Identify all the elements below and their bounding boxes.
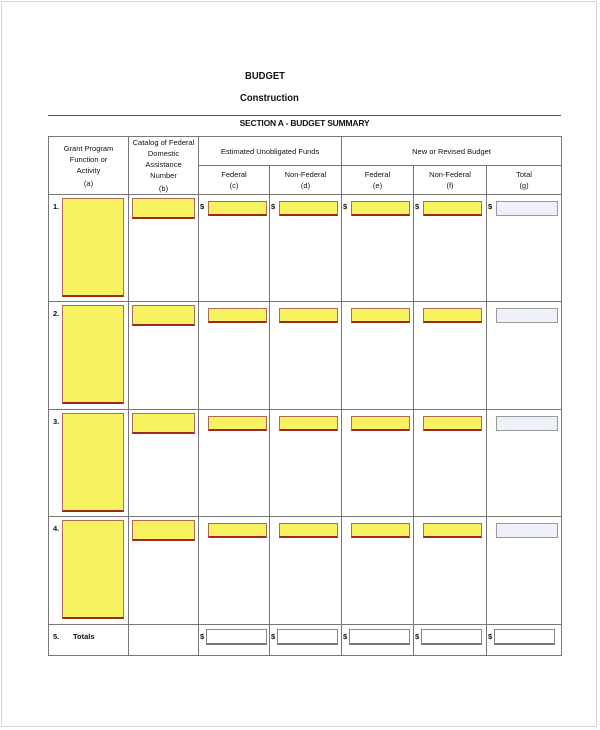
currency-symbol: $	[488, 632, 493, 641]
header-nonfederal-d: Non-Federal (d)	[270, 166, 342, 195]
table-row	[49, 410, 562, 517]
estimated-federal-field[interactable]	[208, 416, 267, 431]
currency-symbol: $	[343, 632, 348, 641]
estimated-federal-field[interactable]	[208, 523, 267, 538]
table-row	[49, 195, 562, 302]
total-estimated-federal-field[interactable]	[206, 629, 267, 645]
grant-program-field[interactable]	[62, 413, 124, 512]
currency-symbol: $	[271, 202, 276, 211]
section-title: SECTION A - BUDGET SUMMARY	[239, 118, 370, 128]
currency-symbol: $	[200, 632, 205, 641]
estimated-nonfederal-field[interactable]	[279, 523, 338, 538]
new-nonfederal-field[interactable]	[423, 416, 482, 431]
grant-program-field[interactable]	[62, 198, 124, 297]
estimated-nonfederal-field[interactable]	[279, 308, 338, 323]
total-new-nonfederal-field[interactable]	[421, 629, 482, 645]
row-number: 5.	[53, 632, 60, 641]
catalog-number-field[interactable]	[132, 520, 195, 541]
total-estimated-nonfederal-field[interactable]	[277, 629, 338, 645]
new-federal-field[interactable]	[351, 308, 410, 323]
estimated-federal-field[interactable]	[208, 201, 267, 216]
header-total-g: Total (g)	[487, 166, 562, 195]
new-federal-field[interactable]	[351, 523, 410, 538]
currency-symbol: $	[200, 202, 205, 211]
header-new-revised-budget: New or Revised Budget	[342, 137, 562, 166]
table-row	[49, 302, 562, 410]
estimated-federal-field[interactable]	[208, 308, 267, 323]
header-catalog-number: Catalog of Federal Domestic Assistance Number (b)	[129, 137, 199, 195]
catalog-number-field[interactable]	[132, 198, 195, 219]
estimated-nonfederal-field[interactable]	[279, 201, 338, 216]
total-field[interactable]	[496, 201, 558, 216]
currency-symbol: $	[271, 632, 276, 641]
header-federal-c: Federal (c)	[199, 166, 270, 195]
new-nonfederal-field[interactable]	[423, 523, 482, 538]
header-grant-program: Grant Program Function or Activity (a)	[49, 137, 129, 195]
header-federal-e: Federal (e)	[342, 166, 414, 195]
budget-summary-table	[48, 136, 562, 656]
header-nonfederal-f: Non-Federal (f)	[414, 166, 487, 195]
totals-label: Totals	[73, 632, 95, 641]
total-new-federal-field[interactable]	[349, 629, 410, 645]
currency-symbol: $	[343, 202, 348, 211]
document-title: BUDGET	[245, 70, 285, 82]
document-subtitle: Construction	[240, 92, 299, 104]
total-field[interactable]	[496, 308, 558, 323]
total-field[interactable]	[496, 523, 558, 538]
row-number: 1.	[53, 202, 60, 211]
catalog-number-field[interactable]	[132, 305, 195, 326]
new-nonfederal-field[interactable]	[423, 201, 482, 216]
estimated-nonfederal-field[interactable]	[279, 416, 338, 431]
catalog-number-field[interactable]	[132, 413, 195, 434]
new-federal-field[interactable]	[351, 201, 410, 216]
new-federal-field[interactable]	[351, 416, 410, 431]
grant-program-field[interactable]	[62, 305, 124, 404]
row-number: 2.	[53, 309, 60, 318]
total-field[interactable]	[496, 416, 558, 431]
grand-total-field[interactable]	[494, 629, 555, 645]
new-nonfederal-field[interactable]	[423, 308, 482, 323]
row-number: 4.	[53, 524, 60, 533]
totals-row	[49, 625, 562, 656]
table-row	[49, 517, 562, 625]
row-number: 3.	[53, 417, 60, 426]
currency-symbol: $	[415, 202, 420, 211]
section-divider	[48, 115, 561, 116]
currency-symbol: $	[488, 202, 493, 211]
grant-program-field[interactable]	[62, 520, 124, 619]
header-estimated-unobligated-funds: Estimated Unobligated Funds	[199, 137, 342, 166]
currency-symbol: $	[415, 632, 420, 641]
